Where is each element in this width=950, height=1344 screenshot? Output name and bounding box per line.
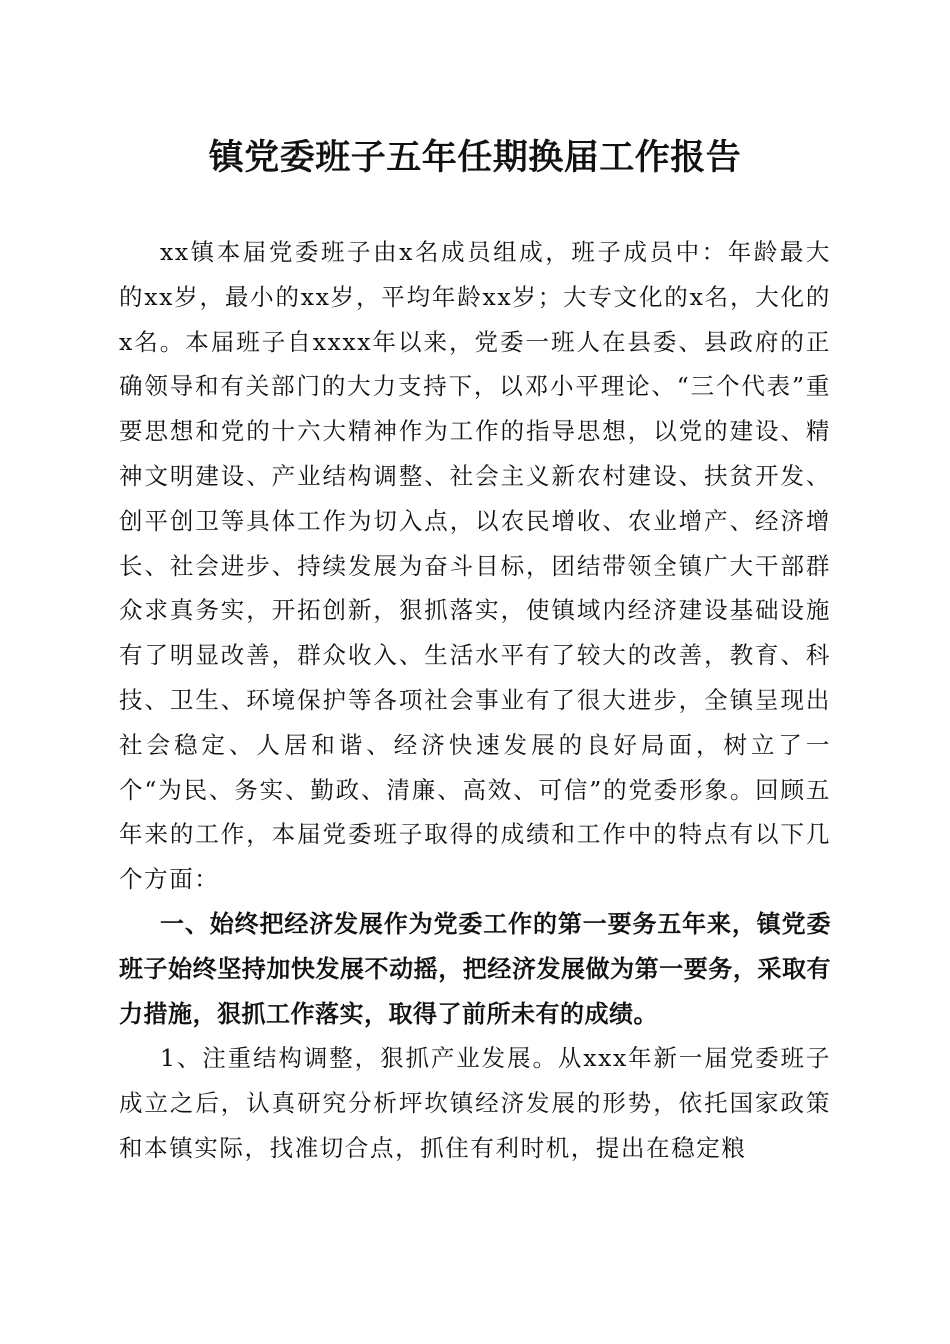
paragraph-item-1: 1、注重结构调整，狠抓产业发展。从xxx年新一届党委班子成立之后，认真研究分析坪坎镇经济发展的形势，依托国家政策和本镇实际，找准切合点，抓住有利时机，提出在稳定粮 — [119, 1044, 831, 1162]
document-title: 镇党委班子五年任期换届工作报告 — [208, 137, 742, 178]
section-heading-1: 一、始终把经济发展作为党委工作的第一要务五年来，镇党委班子始终坚持加快发展不动摇，把经济发展做为第一要务，采取有力措施，狠抓工作落实，取得了前所未有的成绩。 — [119, 909, 831, 1028]
paragraph-intro: xx镇本届党委班子由x名成员组成，班子成员中：年龄最大的xx岁，最小的xx岁，平均年龄xx岁；大专文化的x名，大化的x名。本届班子自xxxx年以来，党委一班人在县委、县政府的正确领导和有关部门的大力支持下，以邓小平理论、“三个代表”重要思想和党的十六大精神作为工作的指导思想，以党的建设、精神文明建设、产业结构调整、社会主义新农村建设、扶贫开发、创平创卫等具体工作为切入点，以农民增收、农业增产、经济增长、社会进步、持续发展为奋斗目标，团结带领全镇广大干部群众求真务实，开拓创新，狠抓落实，使镇域内经济建设基础设施有了明显改善，群众收入、生活水平有了较大的改善，教育、科技、卫生、环境保护等各项社会事业有了很大进步，全镇呈现出社会稳定、人居和谐、经济快速发展的良好局面，树立了一个“为民、务实、勤政、清廉、高效、可信”的党委形象。回顾五年来的工作，本届党委班子取得的成绩和工作中的特点有以下几个方面： — [119, 238, 831, 894]
document-body — [119, 230, 831, 1171]
